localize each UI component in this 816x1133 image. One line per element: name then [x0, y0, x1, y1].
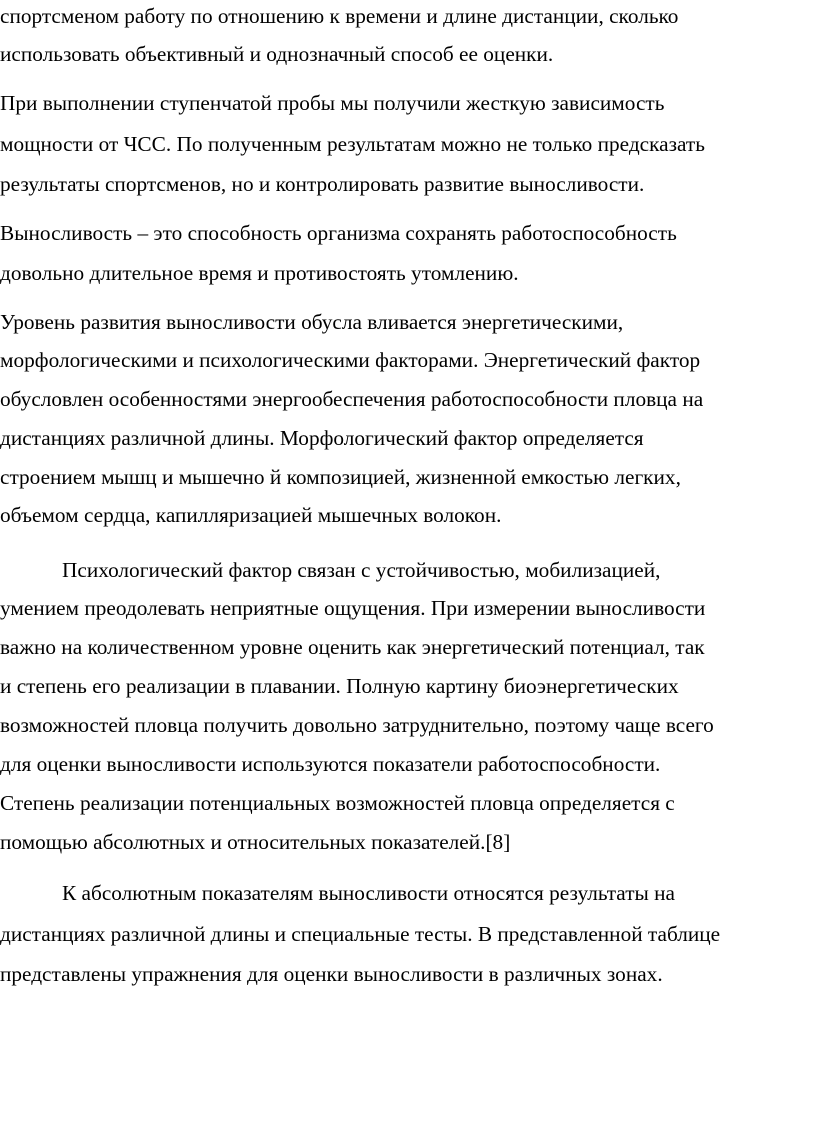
paragraph-4-line-3: обусловлен особенностями энергообеспечения работоспособности пловца на: [0, 387, 704, 411]
paragraph-4-line-5: строением мышц и мышечно й композицией, жизненной емкостью легких,: [0, 465, 681, 489]
paragraph-5-line-7: Степень реализации потенциальных возможностей пловца определяется с: [0, 791, 675, 815]
paragraph-2-line-2: мощности от ЧСС. По полученным результатам можно не только предсказать: [0, 132, 705, 156]
paragraph-5-line-1: Психологический фактор связан с устойчивостью, мобилизацией,: [62, 558, 661, 582]
paragraph-4-line-6: объемом сердца, капилляризацией мышечных волокон.: [0, 503, 502, 527]
paragraph-6-line-1: К абсолютным показателям выносливости относятся результаты на: [62, 881, 675, 905]
paragraph-3-line-2: довольно длительное время и противостоять утомлению.: [0, 261, 519, 285]
paragraph-5-line-4: и степень его реализации в плавании. Полную картину биоэнергетических: [0, 674, 679, 698]
paragraph-5-line-2: умением преодолевать неприятные ощущения. При измерении выносливости: [0, 596, 706, 620]
paragraph-6-line-3: представлены упражнения для оценки выносливости в различных зонах.: [0, 962, 663, 986]
paragraph-5-line-5: возможностей пловца получить довольно затруднительно, поэтому чаще всего: [0, 713, 714, 737]
paragraph-4-line-4: дистанциях различной длины. Морфологический фактор определяется: [0, 426, 644, 450]
paragraph-5-line-6: для оценки выносливости используются показатели работоспособности.: [0, 752, 661, 776]
paragraph-3-line-1: Выносливость – это способность организма сохранять работоспособность: [0, 221, 677, 245]
paragraph-6-line-2: дистанциях различной длины и специальные тесты. В представленной таблице: [0, 922, 721, 946]
paragraph-2-line-1: При выполнении ступенчатой пробы мы получили жесткую зависимость: [0, 91, 665, 115]
paragraph-1-line-1: спортсменом работу по отношению к времени и длине дистанции, сколько: [0, 4, 679, 28]
paragraph-5-line-3: важно на количественном уровне оценить как энергетический потенциал, так: [0, 635, 705, 659]
paragraph-4-line-2: морфологическими и психологическими факторами. Энергетический фактор: [0, 348, 701, 372]
paragraph-2-line-3: результаты спортсменов, но и контролировать развитие выносливости.: [0, 172, 645, 196]
paragraph-5-line-8: помощью абсолютных и относительных показателей.[8]: [0, 830, 511, 854]
paragraph-1-line-2: использовать объективный и однозначный способ ее оценки.: [0, 42, 554, 66]
paragraph-4-line-1: Уровень развития выносливости обусла вливается энергетическими,: [0, 310, 624, 334]
